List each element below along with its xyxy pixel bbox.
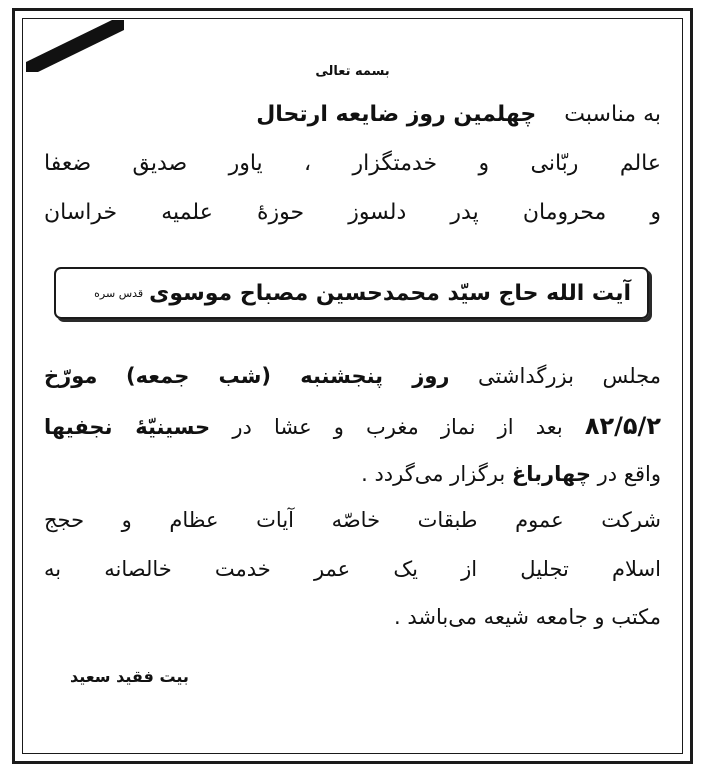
- occasion-prefix: به مناسبت: [564, 102, 661, 127]
- location-name: چهارباغ: [511, 462, 591, 486]
- location-prefix: واقع در: [597, 462, 661, 486]
- ceremony-text: مجلس بزرگداشتی: [478, 364, 661, 388]
- description-line-1: عالم ربّانی و خدمتگزار ، یاور صدیق ضعفا: [44, 151, 661, 176]
- invitation-line-2: اسلام تجلیل از یک عمر خدمت خالصانه به: [44, 557, 661, 581]
- ceremony-venue: حسینیّۀ نجفیها: [44, 415, 211, 439]
- invitation-line-1: شرکت عموم طبقات خاصّه آیات عظام و حجج: [44, 508, 661, 532]
- occasion-bold: چهلمین روز ضایعه ارتحال: [256, 102, 537, 127]
- announcement-document: [30, 22, 675, 750]
- ceremony-day: روز پنجشنبه (شب جمعه): [125, 364, 450, 388]
- ceremony-line-2: [44, 412, 661, 440]
- honorific-seal: قدس سره: [94, 286, 144, 300]
- ceremony-dated: مورّخ: [44, 364, 98, 388]
- ceremony-time: بعد از نماز مغرب و عشا در: [232, 415, 563, 439]
- bismillah-header: بسمه تعالی: [315, 64, 390, 79]
- ceremony-date: ۸۲/۵/۲: [584, 412, 661, 440]
- occasion-line: [44, 102, 661, 127]
- ceremony-line-1: [44, 364, 661, 388]
- invitation-line-3: مکتب و جامعه شیعه می‌باشد .: [394, 605, 661, 629]
- signature: بیت فقید سعید: [70, 667, 189, 686]
- deceased-name: آیت الله حاج سیّد محمدحسین مصباح موسوی: [149, 280, 631, 306]
- location-suffix: برگزار می‌گردد .: [361, 462, 506, 486]
- description-line-2: و محرومان پدر دلسوز حوزۀ علمیه خراسان: [44, 200, 661, 225]
- ceremony-line-3: [44, 462, 661, 486]
- deceased-name-box: [54, 267, 649, 319]
